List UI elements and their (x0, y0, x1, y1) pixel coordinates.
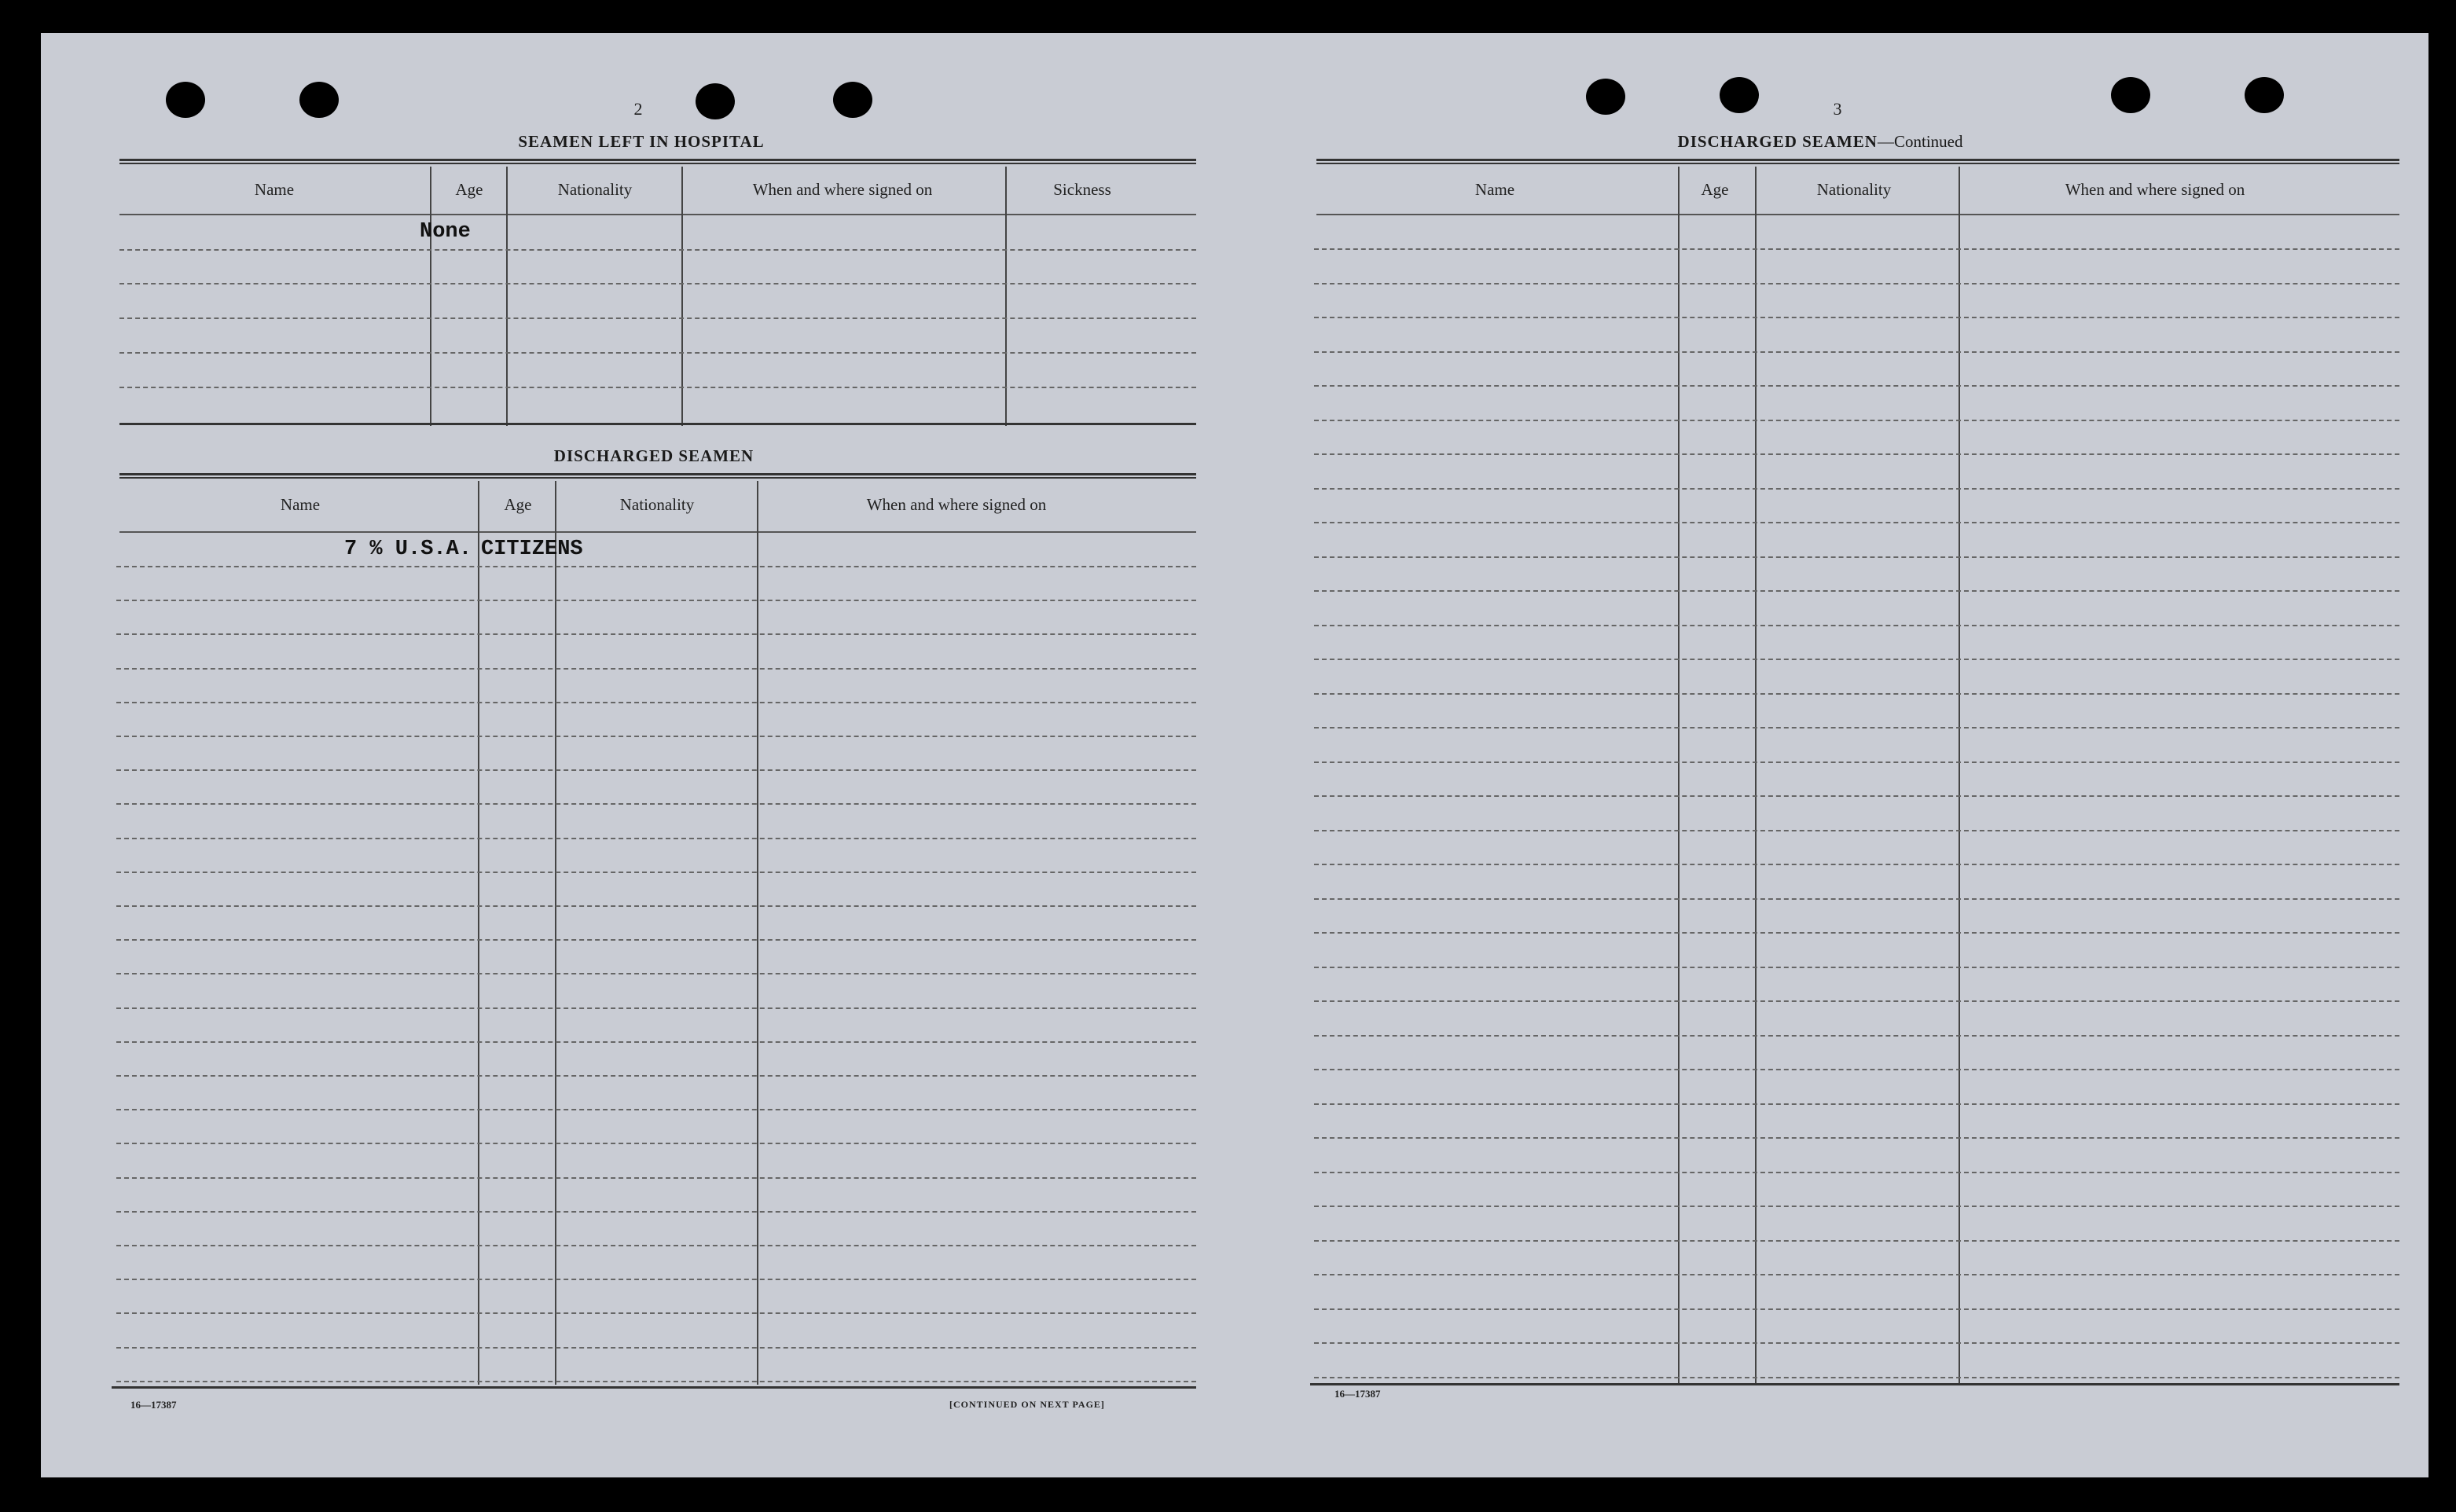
discharged-col-divider (478, 481, 479, 1385)
table-row-line (116, 1312, 1196, 1314)
continued-note: [CONTINUED ON NEXT PAGE] (949, 1399, 1105, 1410)
punch-hole (2111, 77, 2150, 113)
table-row-line (1314, 967, 2399, 968)
table-row-line (1314, 659, 2399, 660)
table-row-line (1314, 1035, 2399, 1037)
right-col-name: Name (1474, 180, 1515, 199)
table-row-line (116, 1109, 1196, 1110)
table-row-line (1314, 351, 2399, 353)
hospital-top-rule (119, 159, 1196, 164)
table-row-line (116, 1211, 1196, 1213)
table-row-line (116, 566, 1196, 567)
hospital-col-signed-on: When and where signed on (752, 180, 933, 199)
right-header-rule (1316, 214, 2399, 215)
discharged-col-name: Name (280, 495, 321, 514)
table-row-line (116, 939, 1196, 941)
hospital-col-nationality: Nationality (557, 180, 633, 199)
table-row-line (116, 973, 1196, 974)
table-row-line (1314, 727, 2399, 728)
hospital-row-line (119, 317, 1196, 319)
punch-hole (166, 82, 205, 118)
hospital-col-age: Age (455, 180, 483, 199)
table-row-line (116, 633, 1196, 635)
hospital-col-name: Name (254, 180, 295, 199)
table-row-line (116, 905, 1196, 907)
hospital-row-line (119, 283, 1196, 284)
right-col-age: Age (1701, 180, 1729, 199)
right-col-nationality: Nationality (1816, 180, 1892, 199)
table-row-line (1314, 1172, 2399, 1173)
table-row-line (116, 702, 1196, 703)
punch-hole (2245, 77, 2284, 113)
table-row-line (116, 600, 1196, 601)
discharged-continued-suffix: —Continued (1877, 132, 1963, 151)
table-row-line (1314, 1240, 2399, 1242)
hospital-entry-none: None (420, 220, 471, 244)
punch-hole (1720, 77, 1759, 113)
table-row-line (1314, 830, 2399, 831)
table-row-line (116, 1143, 1196, 1144)
punch-hole (299, 82, 339, 118)
discharged-entry-citizens: CITIZENS (481, 538, 583, 561)
table-row-line (116, 668, 1196, 670)
discharged-section-title: DISCHARGED SEAMEN (553, 446, 754, 465)
table-row-line (116, 1041, 1196, 1043)
discharged-col-age: Age (504, 495, 532, 514)
punch-hole (833, 82, 872, 118)
table-row-line (1314, 1069, 2399, 1070)
right-top-rule (1316, 159, 2399, 164)
discharged-col-signed-on: When and where signed on (866, 495, 1047, 514)
table-row-line (1314, 317, 2399, 318)
table-row-line (1314, 1274, 2399, 1275)
hospital-section-title: SEAMEN LEFT IN HOSPITAL (518, 132, 765, 151)
hospital-row-line (119, 387, 1196, 388)
table-row-line (1314, 488, 2399, 490)
table-row-line (1314, 762, 2399, 763)
document-sheet (41, 33, 2428, 1477)
hospital-header-rule (119, 214, 1196, 215)
table-row-line (116, 838, 1196, 839)
discharged-col-divider (757, 481, 758, 1385)
table-row-line (1314, 1308, 2399, 1310)
table-row-line (116, 1347, 1196, 1349)
table-row-line (116, 872, 1196, 873)
discharged-bottom-rule (112, 1386, 1196, 1389)
table-row-line (116, 1075, 1196, 1077)
discharged-header-rule (119, 531, 1196, 533)
discharged-continued-title (1678, 132, 1963, 152)
table-row-line (1314, 556, 2399, 558)
table-row-line (116, 1177, 1196, 1179)
discharged-entry-count: 7 % U.S.A. (344, 538, 472, 561)
right-col-divider (1678, 167, 1680, 1385)
table-row-line (1314, 1103, 2399, 1105)
table-row-line (116, 1245, 1196, 1246)
discharged-continued-title-main: DISCHARGED SEAMEN (1677, 132, 1878, 151)
table-row-line (1314, 590, 2399, 592)
table-row-line (116, 803, 1196, 805)
table-row-line (1314, 898, 2399, 900)
table-row-line (1314, 795, 2399, 797)
discharged-col-nationality: Nationality (619, 495, 695, 514)
right-col-signed-on: When and where signed on (2065, 180, 2245, 199)
page-number-left: 2 (633, 99, 643, 119)
punch-hole (1586, 79, 1625, 115)
table-row-line (1314, 453, 2399, 455)
right-col-divider (1755, 167, 1757, 1385)
table-row-line (1314, 1000, 2399, 1002)
table-row-line (1314, 625, 2399, 626)
right-col-divider (1959, 167, 1960, 1385)
right-bottom-rule (1310, 1383, 2399, 1385)
discharged-col-divider (555, 481, 556, 1385)
punch-hole (696, 83, 735, 119)
table-row-line (1314, 522, 2399, 523)
hospital-row-line (119, 249, 1196, 251)
hospital-row-line (119, 352, 1196, 354)
table-row-line (1314, 1377, 2399, 1378)
table-row-line (116, 1007, 1196, 1009)
form-number-right: 16—17387 (1334, 1388, 1381, 1400)
table-row-line (1314, 385, 2399, 387)
form-number-left: 16—17387 (130, 1399, 177, 1411)
hospital-col-sickness: Sickness (1053, 180, 1111, 199)
table-row-line (1314, 693, 2399, 695)
table-row-line (116, 769, 1196, 771)
table-row-line (1314, 1206, 2399, 1207)
table-row-line (1314, 420, 2399, 421)
table-row-line (1314, 248, 2399, 250)
table-row-line (116, 1279, 1196, 1280)
table-row-line (1314, 1137, 2399, 1139)
table-row-line (1314, 932, 2399, 934)
table-row-line (116, 736, 1196, 737)
table-row-line (1314, 864, 2399, 865)
discharged-top-rule (119, 473, 1196, 479)
table-row-line (1314, 283, 2399, 284)
page-number-right: 3 (1833, 99, 1842, 119)
hospital-bottom-rule (119, 423, 1196, 425)
table-row-line (116, 1381, 1196, 1382)
table-row-line (1314, 1342, 2399, 1344)
